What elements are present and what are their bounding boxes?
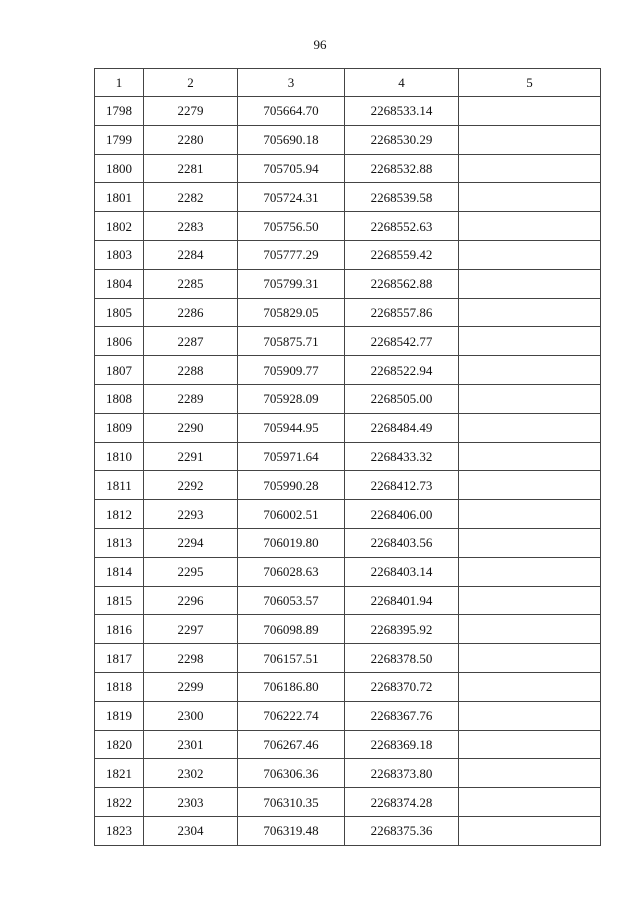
table-cell: 706002.51	[238, 500, 345, 529]
table-row	[95, 327, 601, 356]
table-row	[95, 97, 601, 126]
column-header: 5	[459, 69, 601, 97]
table-cell: 2268539.58	[345, 183, 459, 212]
table-cell: 2268403.56	[345, 528, 459, 557]
table-cell: 2298	[144, 644, 238, 673]
table-cell: 2268562.88	[345, 269, 459, 298]
table-row	[95, 557, 601, 586]
table-cell	[459, 528, 601, 557]
table-cell: 1798	[95, 97, 144, 126]
coordinates-table	[94, 68, 601, 846]
table-cell: 2304	[144, 816, 238, 845]
table-cell	[459, 212, 601, 241]
table-cell	[459, 557, 601, 586]
table-cell: 2301	[144, 730, 238, 759]
table-cell: 2268522.94	[345, 356, 459, 385]
table-cell: 1801	[95, 183, 144, 212]
table-row	[95, 442, 601, 471]
table-cell: 1813	[95, 528, 144, 557]
table-cell: 2290	[144, 413, 238, 442]
table-cell	[459, 97, 601, 126]
table-cell: 2296	[144, 586, 238, 615]
table-cell: 2268406.00	[345, 500, 459, 529]
table-cell: 1800	[95, 154, 144, 183]
column-header: 3	[238, 69, 345, 97]
table-cell: 1818	[95, 672, 144, 701]
table-cell	[459, 183, 601, 212]
table-cell	[459, 759, 601, 788]
table-cell	[459, 298, 601, 327]
table-cell	[459, 615, 601, 644]
table-cell	[459, 701, 601, 730]
table-body	[95, 69, 601, 846]
table-cell: 2268484.49	[345, 413, 459, 442]
table-cell	[459, 816, 601, 845]
table-cell: 705664.70	[238, 97, 345, 126]
table-cell	[459, 644, 601, 673]
table-row	[95, 298, 601, 327]
table-cell: 1820	[95, 730, 144, 759]
table-row	[95, 701, 601, 730]
table-cell: 706028.63	[238, 557, 345, 586]
table-cell: 1812	[95, 500, 144, 529]
table-cell: 705875.71	[238, 327, 345, 356]
table-row	[95, 500, 601, 529]
table-row	[95, 269, 601, 298]
table-cell: 2268557.86	[345, 298, 459, 327]
table-row	[95, 384, 601, 413]
table-cell: 2281	[144, 154, 238, 183]
table-cell: 2268552.63	[345, 212, 459, 241]
table-cell	[459, 413, 601, 442]
table-cell: 2292	[144, 471, 238, 500]
table-cell: 2268533.14	[345, 97, 459, 126]
table-cell: 1822	[95, 788, 144, 817]
table-cell	[459, 442, 601, 471]
table-cell: 2268412.73	[345, 471, 459, 500]
table-row	[95, 356, 601, 385]
table-cell: 2268395.92	[345, 615, 459, 644]
table-cell: 1799	[95, 125, 144, 154]
table-cell	[459, 154, 601, 183]
table-cell: 2297	[144, 615, 238, 644]
table-cell: 2291	[144, 442, 238, 471]
table-row	[95, 615, 601, 644]
table-cell: 2284	[144, 240, 238, 269]
table-cell: 1805	[95, 298, 144, 327]
table-cell: 2302	[144, 759, 238, 788]
table-cell: 1823	[95, 816, 144, 845]
table-row	[95, 672, 601, 701]
table-cell	[459, 672, 601, 701]
table-cell: 1814	[95, 557, 144, 586]
table-cell: 2268374.28	[345, 788, 459, 817]
table-cell: 2299	[144, 672, 238, 701]
table-cell: 706053.57	[238, 586, 345, 615]
table-cell: 706098.89	[238, 615, 345, 644]
table-cell	[459, 471, 601, 500]
table-cell: 2282	[144, 183, 238, 212]
table-cell: 706319.48	[238, 816, 345, 845]
table-cell: 2268559.42	[345, 240, 459, 269]
column-header: 2	[144, 69, 238, 97]
table-cell: 706186.80	[238, 672, 345, 701]
table-cell: 705756.50	[238, 212, 345, 241]
table-cell: 2286	[144, 298, 238, 327]
table-cell: 1806	[95, 327, 144, 356]
table-cell: 705928.09	[238, 384, 345, 413]
table-cell: 2268532.88	[345, 154, 459, 183]
table-cell: 2288	[144, 356, 238, 385]
table-cell: 1815	[95, 586, 144, 615]
table-cell: 2285	[144, 269, 238, 298]
table-cell: 1810	[95, 442, 144, 471]
table-cell: 1804	[95, 269, 144, 298]
table-row	[95, 788, 601, 817]
table-cell: 705777.29	[238, 240, 345, 269]
table-cell	[459, 356, 601, 385]
table-cell: 705705.94	[238, 154, 345, 183]
table-cell: 2283	[144, 212, 238, 241]
table-cell	[459, 730, 601, 759]
table-cell	[459, 125, 601, 154]
table-cell: 705990.28	[238, 471, 345, 500]
table-cell	[459, 384, 601, 413]
table-cell: 1817	[95, 644, 144, 673]
table-cell: 1821	[95, 759, 144, 788]
table-cell: 2293	[144, 500, 238, 529]
table-row	[95, 471, 601, 500]
table-cell	[459, 327, 601, 356]
table-row	[95, 816, 601, 845]
table-cell: 2268542.77	[345, 327, 459, 356]
table-cell: 1809	[95, 413, 144, 442]
table-cell: 2287	[144, 327, 238, 356]
table-cell: 2268505.00	[345, 384, 459, 413]
table-row	[95, 759, 601, 788]
table-cell: 1816	[95, 615, 144, 644]
table-cell: 2268369.18	[345, 730, 459, 759]
table-row	[95, 125, 601, 154]
table-cell: 2303	[144, 788, 238, 817]
table-cell: 2268370.72	[345, 672, 459, 701]
table-cell: 705971.64	[238, 442, 345, 471]
table-cell	[459, 269, 601, 298]
table-row	[95, 528, 601, 557]
table-cell: 1819	[95, 701, 144, 730]
table-cell: 705799.31	[238, 269, 345, 298]
table-cell: 2268373.80	[345, 759, 459, 788]
table-cell	[459, 586, 601, 615]
table-cell	[459, 240, 601, 269]
table-cell: 2289	[144, 384, 238, 413]
table-row	[95, 154, 601, 183]
table-row	[95, 212, 601, 241]
table-row	[95, 644, 601, 673]
table-cell: 706267.46	[238, 730, 345, 759]
table-cell	[459, 500, 601, 529]
table-row	[95, 240, 601, 269]
table-cell: 705944.95	[238, 413, 345, 442]
table-row	[95, 183, 601, 212]
table-cell: 2268530.29	[345, 125, 459, 154]
table-cell: 2294	[144, 528, 238, 557]
table-cell: 2268433.32	[345, 442, 459, 471]
table-cell: 705829.05	[238, 298, 345, 327]
table-cell: 1808	[95, 384, 144, 413]
page-number: 96	[313, 37, 327, 52]
table-cell: 706222.74	[238, 701, 345, 730]
column-header: 4	[345, 69, 459, 97]
table-cell: 706306.36	[238, 759, 345, 788]
table-cell: 2268401.94	[345, 586, 459, 615]
table-cell: 706310.35	[238, 788, 345, 817]
table-cell	[459, 788, 601, 817]
table-cell: 2279	[144, 97, 238, 126]
table-cell: 706157.51	[238, 644, 345, 673]
table-cell: 2268367.76	[345, 701, 459, 730]
table-cell: 2268378.50	[345, 644, 459, 673]
table-cell: 705690.18	[238, 125, 345, 154]
table-cell: 705909.77	[238, 356, 345, 385]
table-row	[95, 730, 601, 759]
table-cell: 2268403.14	[345, 557, 459, 586]
table-cell: 1811	[95, 471, 144, 500]
table-cell: 1802	[95, 212, 144, 241]
table-cell: 1807	[95, 356, 144, 385]
table-row	[95, 413, 601, 442]
table-cell: 2268375.36	[345, 816, 459, 845]
column-header: 1	[95, 69, 144, 97]
table-cell: 2295	[144, 557, 238, 586]
table-row	[95, 586, 601, 615]
table-cell: 2300	[144, 701, 238, 730]
table-cell: 2280	[144, 125, 238, 154]
table-cell: 706019.80	[238, 528, 345, 557]
header-row	[95, 69, 601, 97]
table-cell: 705724.31	[238, 183, 345, 212]
table-cell: 1803	[95, 240, 144, 269]
